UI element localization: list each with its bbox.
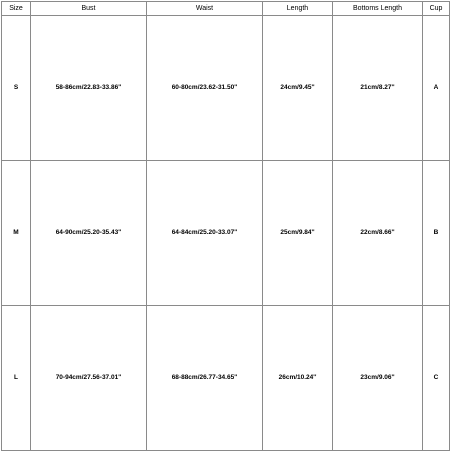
cell-size: L [2, 306, 31, 451]
cell-length: 24cm/9.45'' [263, 16, 333, 161]
table-row [2, 16, 450, 161]
cell-length: 26cm/10.24'' [263, 306, 333, 451]
header-size: Size [2, 2, 31, 16]
cell-bust: 64-90cm/25.20-35.43'' [31, 161, 147, 306]
size-chart-table [1, 1, 450, 451]
cell-bust: 70-94cm/27.56-37.01'' [31, 306, 147, 451]
cell-waist: 64-84cm/25.20-33.07'' [147, 161, 263, 306]
cell-bottoms-length: 22cm/8.66'' [333, 161, 423, 306]
cell-cup: B [423, 161, 450, 306]
cell-length: 25cm/9.84'' [263, 161, 333, 306]
cell-cup: A [423, 16, 450, 161]
table-body [2, 16, 450, 451]
cell-waist: 60-80cm/23.62-31.50'' [147, 16, 263, 161]
header-row [2, 2, 450, 16]
table-header [2, 2, 450, 16]
cell-size: S [2, 16, 31, 161]
cell-bottoms-length: 21cm/8.27'' [333, 16, 423, 161]
table-row [2, 306, 450, 451]
cell-size: M [2, 161, 31, 306]
cell-cup: C [423, 306, 450, 451]
header-waist: Waist [147, 2, 263, 16]
header-length: Length [263, 2, 333, 16]
header-bust: Bust [31, 2, 147, 16]
table-row [2, 161, 450, 306]
cell-waist: 68-88cm/26.77-34.65'' [147, 306, 263, 451]
header-cup: Cup [423, 2, 450, 16]
cell-bust: 58-86cm/22.83-33.86'' [31, 16, 147, 161]
header-bottoms-length: Bottoms Length [333, 2, 423, 16]
cell-bottoms-length: 23cm/9.06'' [333, 306, 423, 451]
